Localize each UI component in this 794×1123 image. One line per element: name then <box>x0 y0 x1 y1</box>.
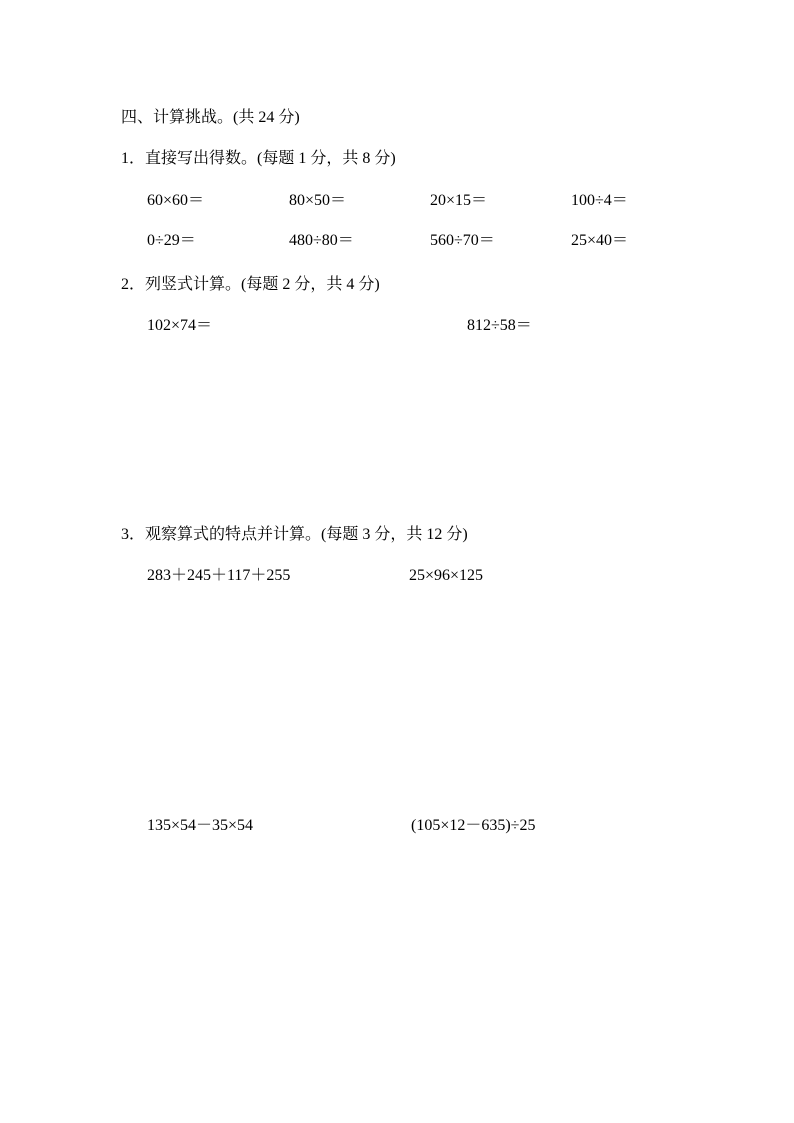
question-2-title: 2．列竖式计算。(每题 2 分，共 4 分) <box>121 276 380 293</box>
q3-item-1: 283＋245＋117＋255 <box>147 567 291 584</box>
question-3-title: 3．观察算式的特点并计算。(每题 3 分，共 12 分) <box>121 526 468 543</box>
q2-item-2: 812÷58＝ <box>467 317 532 334</box>
q3-item-4: (105×12－635)÷25 <box>411 817 536 834</box>
q3-item-2: 25×96×125 <box>409 567 484 584</box>
section-title: 四、计算挑战。(共 24 分) <box>121 109 300 126</box>
q1-item-8: 25×40＝ <box>571 232 629 249</box>
q1-item-5: 0÷29＝ <box>147 232 196 249</box>
q2-item-1: 102×74＝ <box>147 317 213 334</box>
q1-item-4: 100÷4＝ <box>571 192 628 209</box>
q3-item-3: 135×54－35×54 <box>147 817 254 834</box>
q1-item-3: 20×15＝ <box>430 192 488 209</box>
q1-item-1: 60×60＝ <box>147 192 205 209</box>
q1-item-7: 560÷70＝ <box>430 232 495 249</box>
q1-item-2: 80×50＝ <box>289 192 347 209</box>
q1-item-6: 480÷80＝ <box>289 232 354 249</box>
question-1-title: 1．直接写出得数。(每题 1 分，共 8 分) <box>121 150 396 167</box>
